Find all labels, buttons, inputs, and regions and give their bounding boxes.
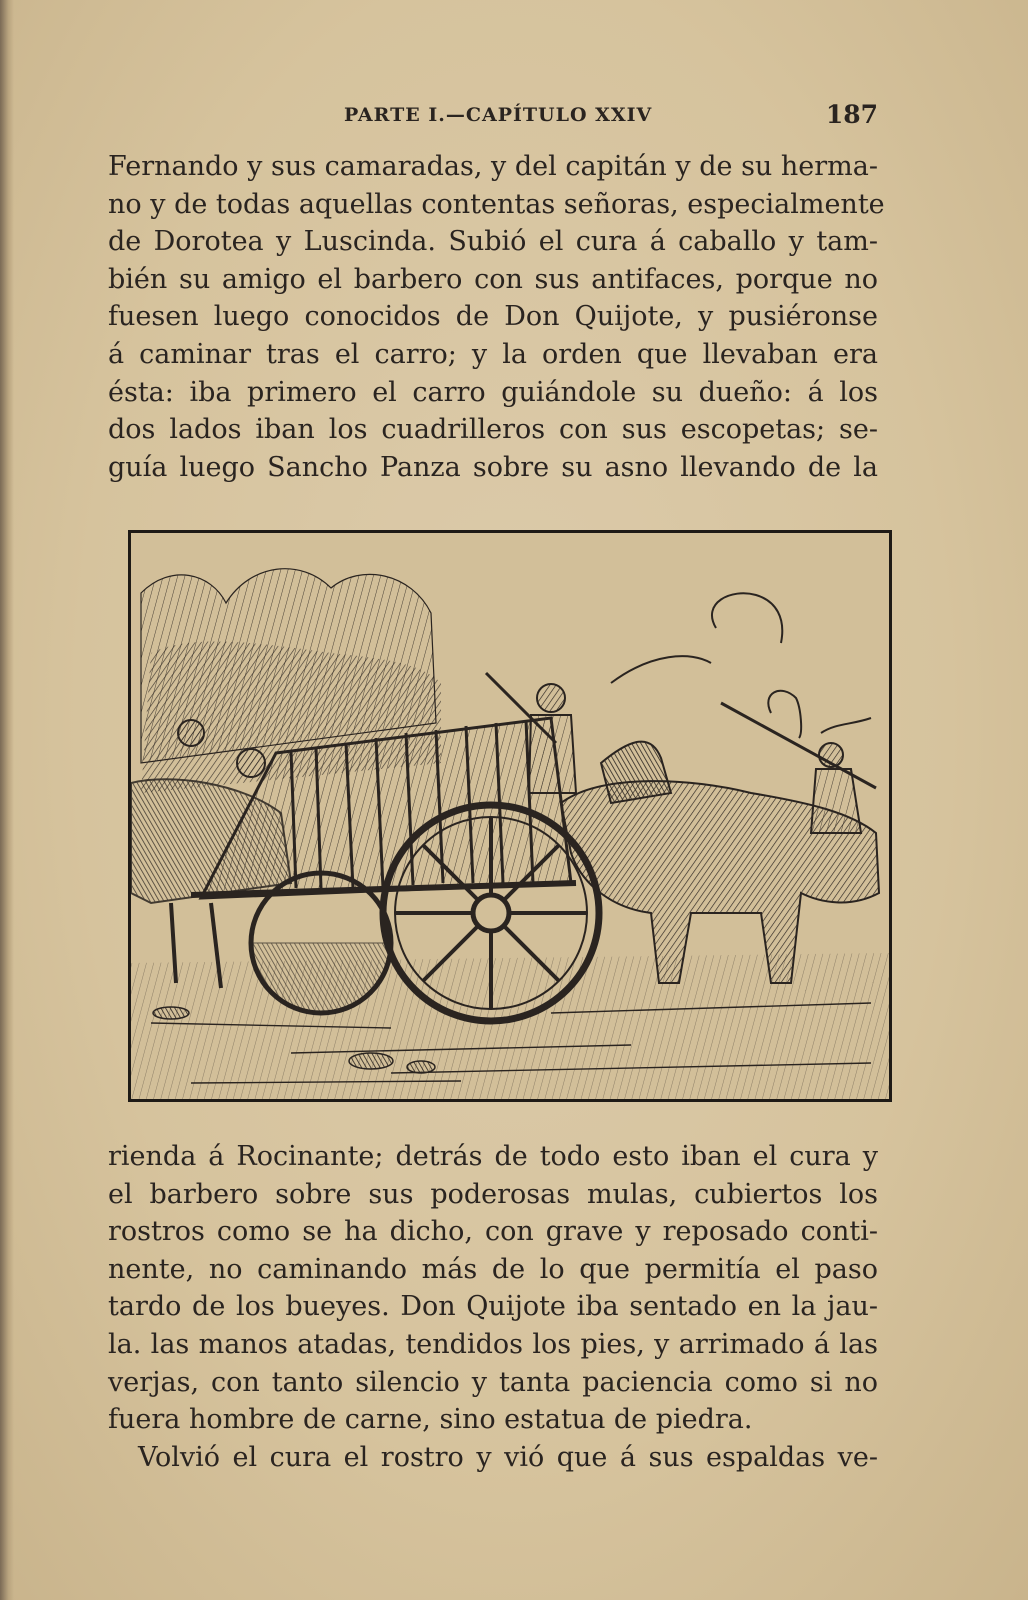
text-line: nente, no caminando más de lo que permitía el paso [108, 1253, 878, 1285]
text-line: fuera hombre de carne, sino estatua de piedra. [108, 1404, 753, 1436]
text-line: no y de todas aquellas contentas señoras, especialmente [108, 188, 885, 220]
text-line: guía luego Sancho Panza sobre su asno llevando de la [108, 451, 878, 483]
text-line-indented: Volvió el cura el rostro y vió que á sus espaldas ve- [138, 1441, 878, 1473]
clouds [611, 593, 871, 738]
text-line: Fernando y sus camaradas, y del capitán y de su herma- [108, 151, 878, 182]
body-text-bottom [108, 1138, 878, 1476]
page-header [108, 100, 878, 130]
text-line: á caminar tras el carro; y la orden que llevaban era [108, 338, 878, 370]
page-spine-shadow [0, 0, 14, 1600]
text-line: rostros como se ha dicho, con grave y reposado conti- [108, 1216, 878, 1248]
body-text-top [108, 148, 885, 486]
text-line: verjas, con tanto silencio y tanta paciencia como si no [108, 1366, 878, 1398]
main-wheel [383, 805, 599, 1021]
text-line: rienda á Rocinante; detrás de todo esto iban el cura y [108, 1141, 878, 1172]
text-line: de Dorotea y Luscinda. Subió el cura á caballo y tam- [108, 226, 878, 258]
engraving-drawing [131, 533, 889, 1099]
text-line: dos lados iban los cuadrilleros con sus escopetas; se- [108, 414, 878, 446]
running-head: PARTE I.—CAPÍTULO XXIV [344, 104, 653, 126]
page-number: 187 [825, 100, 878, 129]
text-line: el barbero sobre sus poderosas mulas, cubiertos los [108, 1178, 878, 1210]
text-line: ésta: iba primero el carro guiándole su dueño: á los [108, 376, 878, 408]
text-line: tardo de los bueyes. Don Quijote iba sentado en la jau- [108, 1291, 878, 1323]
text-line: fuesen luego conocidos de Don Quijote, y pusiéronse [108, 301, 878, 333]
text-line: bién su amigo el barbero con sus antifaces, porque no [108, 263, 878, 295]
text-line: la. las manos atadas, tendidos los pies, y arrimado á las [108, 1328, 878, 1360]
ox-cart-illustration [128, 530, 892, 1102]
